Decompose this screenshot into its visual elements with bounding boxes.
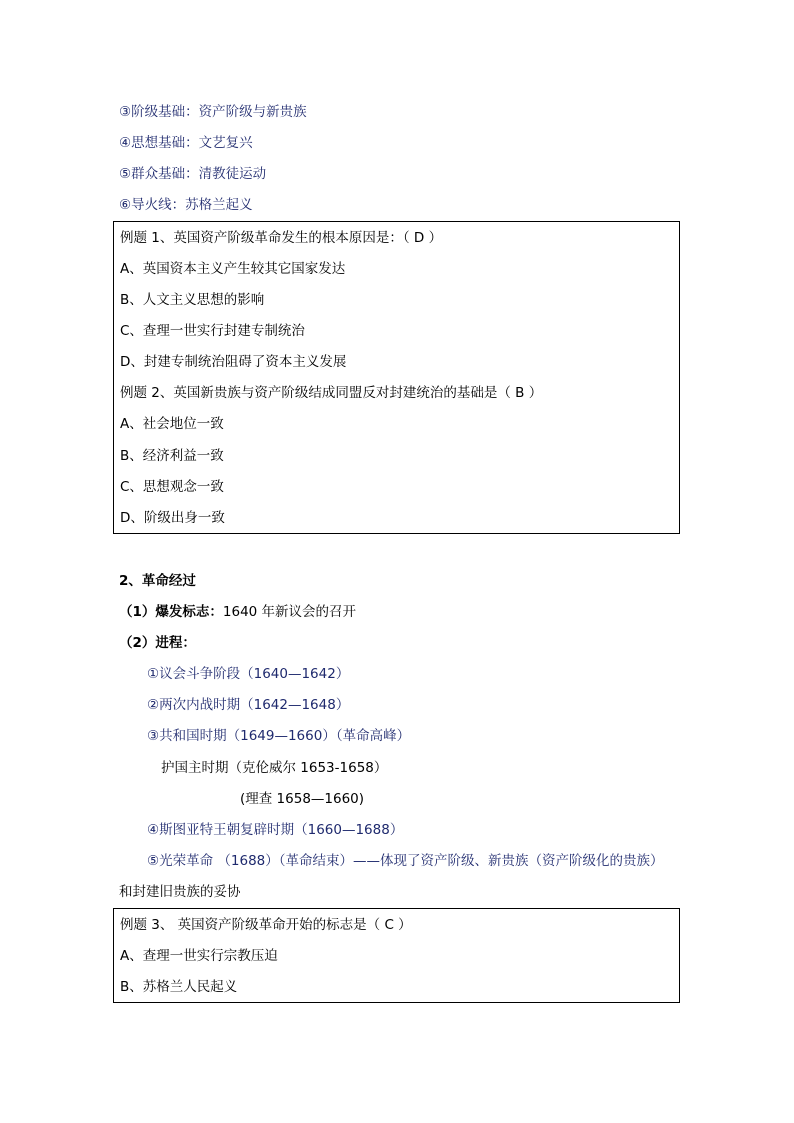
question-1: 例题 1、英国资产阶级革命发生的根本原因是：（ D ） [120,230,443,246]
outbreak-text: 1640 年新议会的召开 [222,604,357,620]
stage-5: ⑤光荣革命 （1688）（革命结束）——体现了资产阶级、新贵族（资产阶级化的贵族） [147,853,664,869]
q3-option-b: B、苏格兰人民起义 [120,979,238,995]
outbreak-label: （1）爆发标志： [119,604,223,620]
question-2: 例题 2、英国新贵族与资产阶级结成同盟反对封建统治的基础是（ B ） [120,385,543,401]
q1-option-d: D、封建专制统治阻碍了资本主义发展 [120,354,347,370]
q2-option-b: B、经济利益一致 [120,448,224,464]
basis-thought: ④思想基础：文艺复兴 [119,135,253,151]
stage-3-protectorate: 护国主时期（克伦威尔 1653-1658） [161,760,388,776]
question-3: 例题 3、 英国资产阶级革命开始的标志是（ C ） [120,917,412,933]
process-label: （2）进程： [119,635,196,651]
q1-option-c: C、查理一世实行封建专制统治 [120,323,305,339]
stage-4: ④斯图亚特王朝复辟时期（1660—1688） [147,822,404,838]
basis-masses: ⑤群众基础：清教徒运动 [119,166,267,182]
stage-3: ③共和国时期（1649—1660）（革命高峰） [147,728,411,744]
stage-1: ①议会斗争阶段（1640—1642） [147,666,350,682]
outbreak-line [119,603,356,621]
stage-2: ②两次内战时期（1642—1648） [147,697,350,713]
q1-option-b: B、人文主义思想的影响 [120,292,265,308]
basis-class: ③阶级基础：资产阶级与新贵族 [119,104,307,120]
q2-option-d: D、阶级出身一致 [120,510,225,526]
basis-trigger: ⑥导火线：苏格兰起义 [119,197,253,213]
q2-option-a: A、社会地位一致 [120,416,224,432]
q3-option-a: A、查理一世实行宗教压迫 [120,948,278,964]
q1-option-a: A、英国资本主义产生较其它国家发达 [120,261,346,277]
example-box-2 [113,908,680,1003]
q2-option-c: C、思想观念一致 [120,479,224,495]
section-heading: 2、革命经过 [119,573,196,589]
stage-5-continued: 和封建旧贵族的妥协 [119,884,241,900]
example-box-1 [113,221,680,534]
stage-3-richard: (理查 1658—1660) [240,791,365,807]
